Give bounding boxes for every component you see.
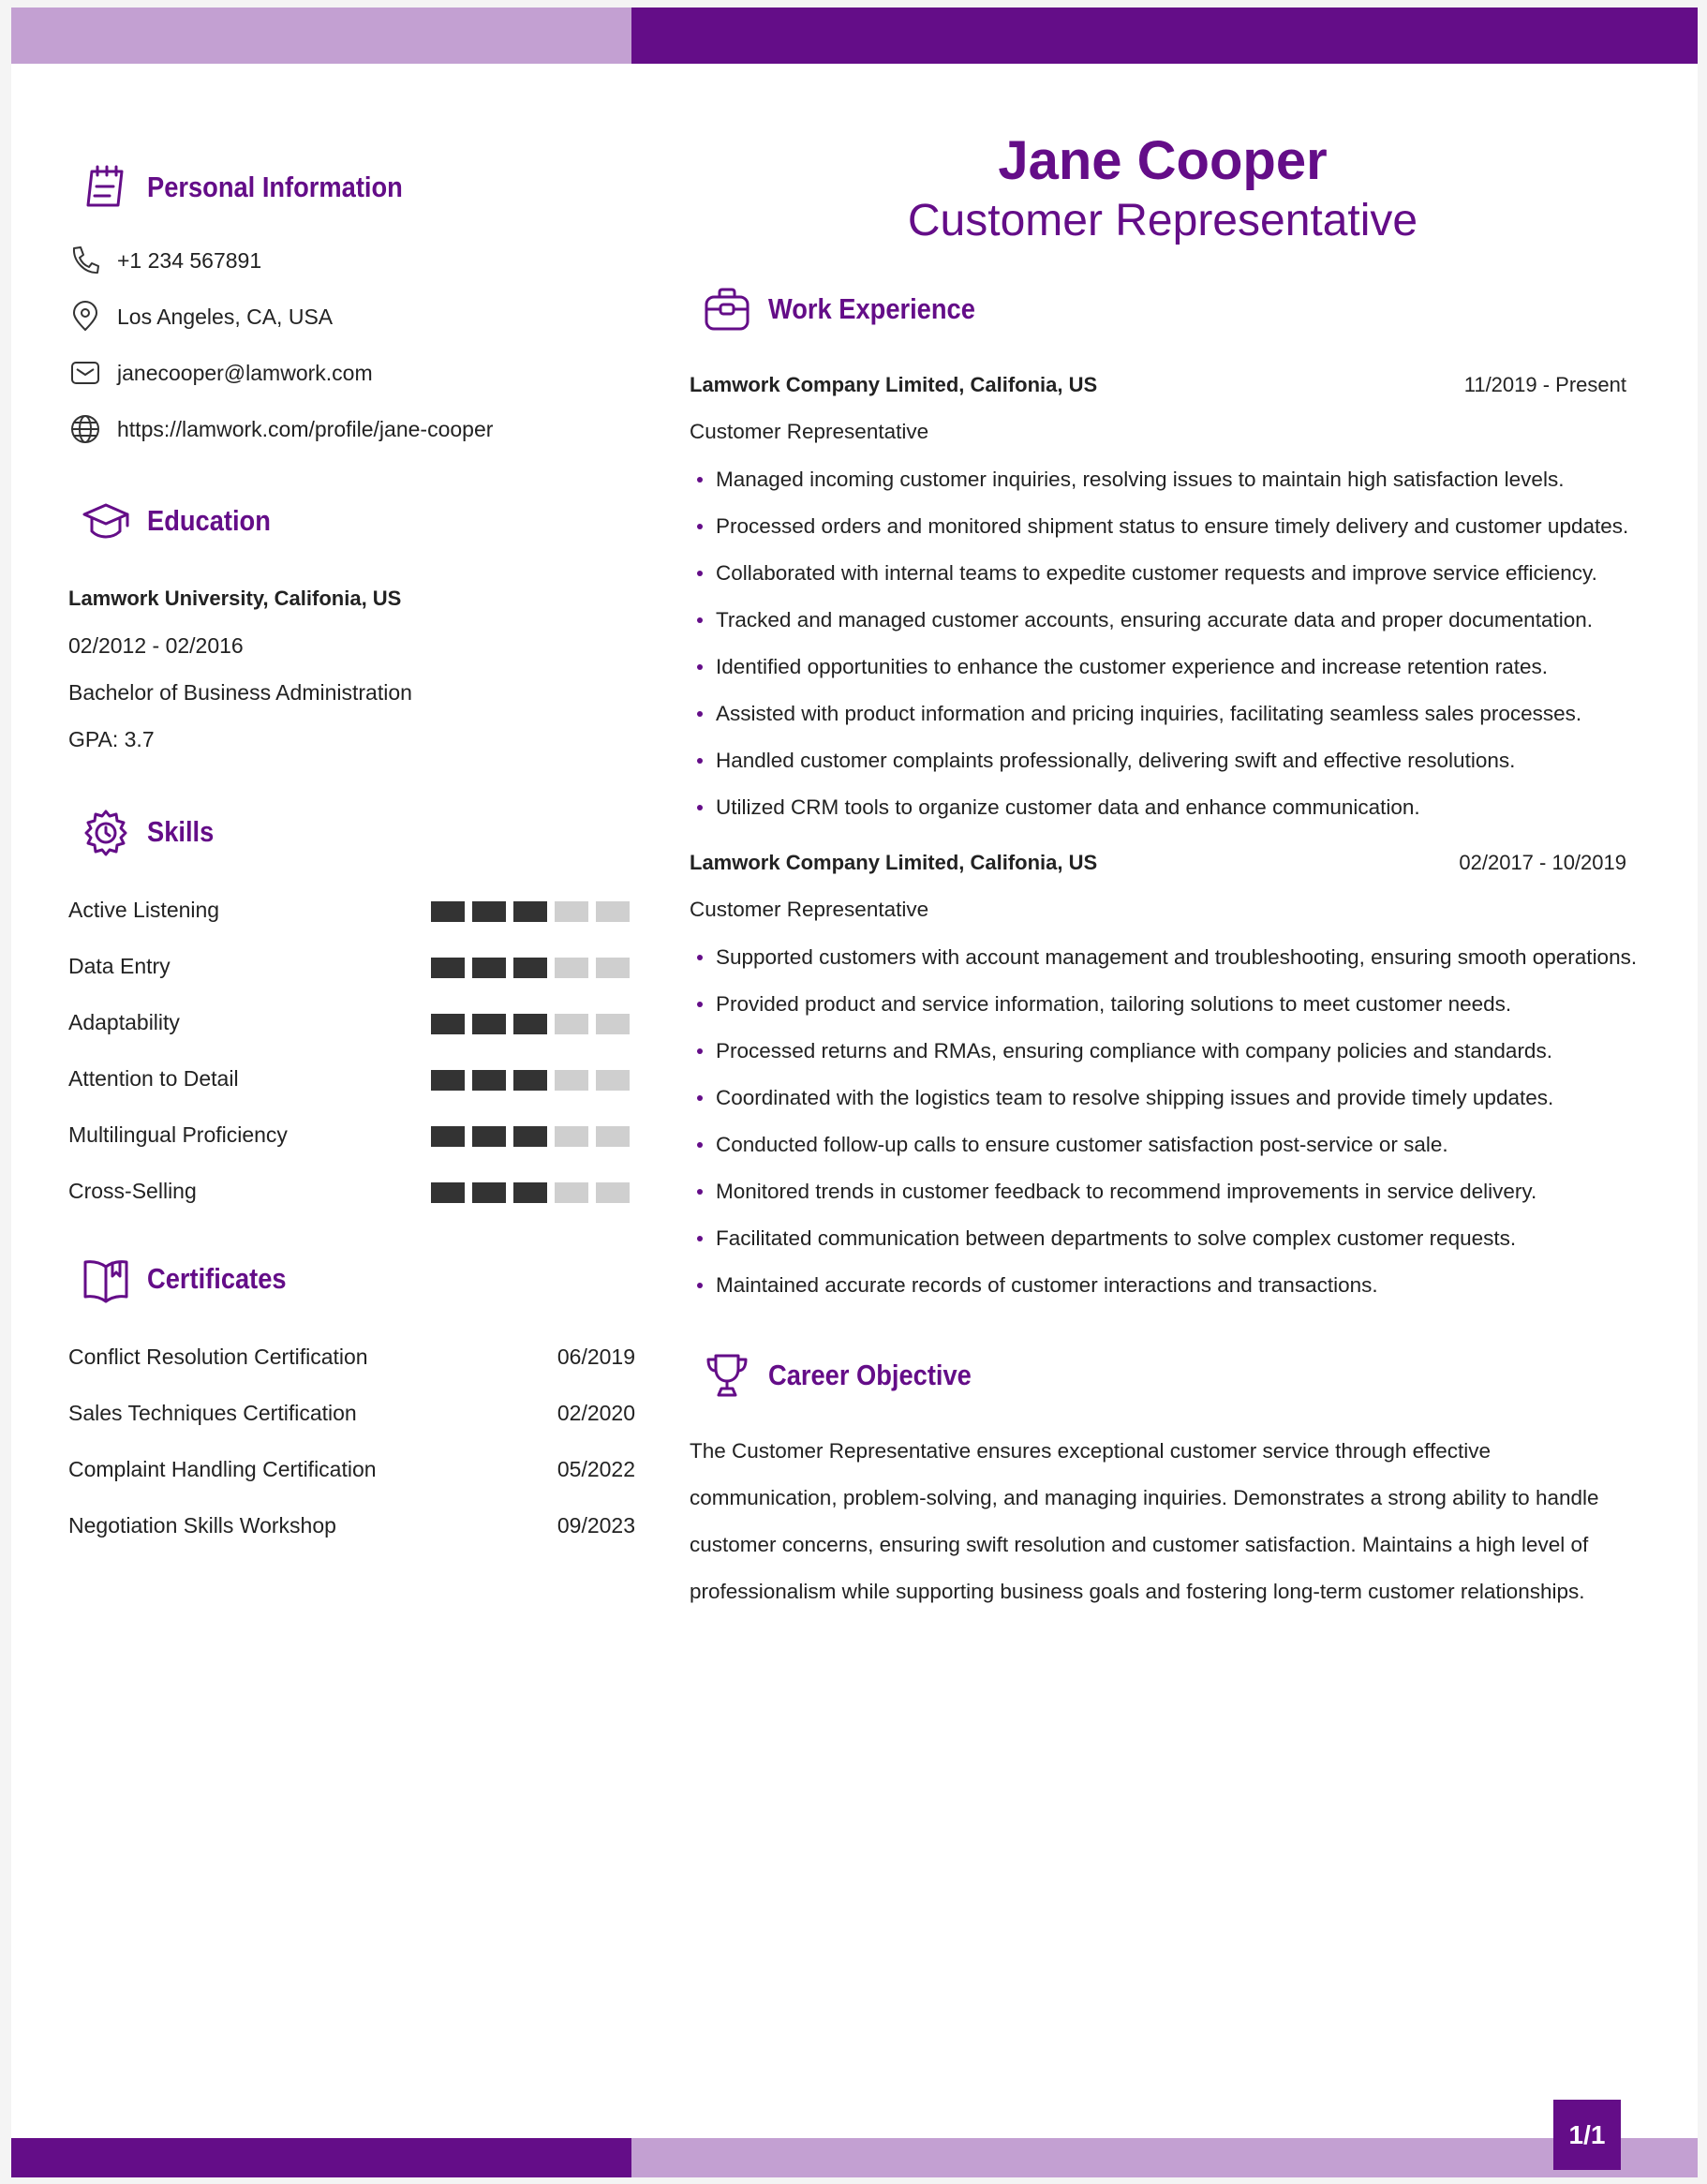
job-bullet: Collaborated with internal teams to expedite customer requests and improve service efficiency.: [690, 550, 1628, 597]
phone-text: +1 234 567891: [117, 247, 262, 273]
skill-row: [68, 1010, 635, 1038]
job-header: [690, 373, 1626, 401]
page-indicator: 1/1: [1553, 2100, 1621, 2170]
education-degree: Bachelor of Business Administration: [68, 680, 412, 705]
job-bullet: Managed incoming customer inquiries, resolving issues to maintain high satisfaction levels.: [690, 456, 1628, 503]
job-bullets: [690, 456, 1628, 831]
skill-level-segment: [431, 958, 465, 978]
open-book-icon: [78, 1251, 134, 1307]
job-bullet: Conducted follow-up calls to ensure customer satisfaction post-service or sale.: [690, 1122, 1637, 1168]
skill-level-segment: [513, 901, 547, 922]
job-bullet: Tracked and managed customer accounts, ensuring accurate data and proper documentation.: [690, 597, 1628, 644]
section-title: Education: [147, 504, 271, 537]
candidate-title: Customer Representative: [907, 196, 1418, 245]
skill-level-segment: [596, 901, 630, 922]
skill-name: Active Listening: [68, 898, 220, 922]
skill-level-meter: [431, 1126, 630, 1147]
job-bullet: Utilized CRM tools to organize customer data and enhance communication.: [690, 784, 1628, 831]
skill-level-segment: [431, 1182, 465, 1203]
gear-icon: [78, 804, 134, 860]
job-company: Lamwork Company Limited, Califonia, US: [690, 851, 1098, 874]
email-text: janecooper@lamwork.com: [117, 360, 373, 385]
education-school: Lamwork University, Califonia, US: [68, 587, 402, 610]
job-bullet: Processed returns and RMAs, ensuring compliance with company policies and standards.: [690, 1028, 1637, 1075]
skill-level-segment: [472, 1014, 506, 1034]
skill-level-segment: [431, 901, 465, 922]
skill-row: [68, 1066, 635, 1094]
globe-icon: [68, 412, 102, 446]
job-bullet: Facilitated communication between departments to solve complex customer requests.: [690, 1215, 1637, 1262]
skill-name: Multilingual Proficiency: [68, 1122, 288, 1147]
work-experience-heading: [699, 281, 1003, 337]
skill-level-segment: [472, 901, 506, 922]
education-heading: [78, 493, 288, 549]
job-dates: 11/2019 - Present: [1463, 373, 1626, 396]
skill-level-segment: [513, 1014, 547, 1034]
education-dates: 02/2012 - 02/2016: [68, 633, 244, 658]
certificate-name: Sales Techniques Certification: [68, 1401, 357, 1425]
skill-level-meter: [431, 958, 630, 978]
skill-row: [68, 898, 635, 926]
bottom-band-dark: [11, 2138, 631, 2177]
job-bullet: Provided product and service information, tailoring solutions to meet customer needs.: [690, 981, 1637, 1028]
certificate-row: [68, 1345, 635, 1373]
skill-level-segment: [472, 1182, 506, 1203]
contact-email: [68, 356, 373, 390]
top-band-dark: [631, 7, 1698, 64]
skill-name: Attention to Detail: [68, 1066, 239, 1091]
skill-level-segment: [596, 1126, 630, 1147]
certificate-date: 06/2019: [557, 1345, 635, 1369]
mail-icon: [68, 356, 102, 390]
skill-row: [68, 1122, 635, 1151]
skill-level-segment: [513, 1126, 547, 1147]
trophy-icon: [699, 1347, 755, 1404]
certificate-row: [68, 1457, 635, 1485]
candidate-name: Jane Cooper: [998, 130, 1328, 191]
skill-name: Data Entry: [68, 954, 171, 978]
location-text: Los Angeles, CA, USA: [117, 304, 334, 329]
skill-level-segment: [555, 1014, 588, 1034]
certificate-date: 02/2020: [557, 1401, 635, 1425]
job-bullet: Processed orders and monitored shipment status to ensure timely delivery and customer updates.: [690, 503, 1628, 550]
section-title: Career Objective: [768, 1359, 972, 1391]
job-bullet: Assisted with product information and pricing inquiries, facilitating seamless sales processes.: [690, 691, 1628, 737]
skill-level-segment: [596, 1070, 630, 1091]
skill-level-segment: [431, 1126, 465, 1147]
skill-level-segment: [555, 901, 588, 922]
skill-level-segment: [555, 1182, 588, 1203]
section-title: Skills: [147, 815, 215, 848]
skill-level-segment: [431, 1070, 465, 1091]
skill-level-meter: [431, 1182, 630, 1203]
certificate-row: [68, 1401, 635, 1429]
top-band-light: [11, 7, 631, 64]
skill-level-segment: [472, 958, 506, 978]
skill-level-meter: [431, 1070, 630, 1091]
skill-level-segment: [555, 1126, 588, 1147]
job-header: [690, 851, 1626, 879]
location-pin-icon: [68, 300, 102, 334]
skill-level-segment: [472, 1126, 506, 1147]
certificates-heading: [78, 1251, 305, 1307]
skill-level-segment: [513, 1182, 547, 1203]
job-company: Lamwork Company Limited, Califonia, US: [690, 373, 1098, 396]
resume-page: [11, 7, 1698, 2177]
skill-name: Cross-Selling: [68, 1179, 197, 1203]
skill-level-segment: [555, 958, 588, 978]
job-bullet: Handled customer complaints professionally, delivering swift and effective resolutions.: [690, 737, 1628, 784]
skill-level-segment: [555, 1070, 588, 1091]
certificate-date: 09/2023: [557, 1513, 635, 1538]
job-dates: 02/2017 - 10/2019: [1459, 851, 1626, 874]
certificate-date: 05/2022: [557, 1457, 635, 1481]
certificate-row: [68, 1513, 635, 1541]
certificate-name: Negotiation Skills Workshop: [68, 1513, 336, 1538]
skill-level-segment: [431, 1014, 465, 1034]
skill-level-meter: [431, 901, 630, 922]
graduation-cap-icon: [78, 493, 134, 549]
job-bullets: [690, 934, 1637, 1309]
job-bullet: Identified opportunities to enhance the customer experience and increase retention rates.: [690, 644, 1628, 691]
section-title: Personal Information: [147, 171, 403, 203]
skill-level-segment: [596, 1014, 630, 1034]
contact-phone: [68, 244, 261, 277]
career-objective-text: The Customer Representative ensures exceptional customer service through effective communication, problem-solving, and managing inquiries. Demonstrates a strong ability to handle customer concerns, ensuring swift resolution and customer satisfaction. Maintains a high level of professionalism while supporting business goals and fostering long-term customer relationships.: [690, 1439, 1599, 1603]
calendar-note-icon: [78, 159, 134, 215]
job-bullet: Supported customers with account management and troubleshooting, ensuring smooth operations.: [690, 934, 1637, 981]
skill-row: [68, 1179, 635, 1207]
job-bullet: Monitored trends in customer feedback to recommend improvements in service delivery.: [690, 1168, 1637, 1215]
phone-icon: [68, 244, 102, 277]
skill-level-segment: [472, 1070, 506, 1091]
website-text: https://lamwork.com/profile/jane-cooper: [117, 416, 494, 441]
bottom-band-light: [631, 2138, 1698, 2177]
skill-level-segment: [513, 958, 547, 978]
contact-website: [68, 412, 493, 446]
job-role: Customer Representative: [690, 420, 929, 443]
job-bullet: Maintained accurate records of customer interactions and transactions.: [690, 1262, 1637, 1309]
skill-level-segment: [513, 1070, 547, 1091]
career-objective-heading: [699, 1347, 999, 1404]
skill-row: [68, 954, 635, 982]
skill-level-segment: [596, 958, 630, 978]
section-title: Certificates: [147, 1262, 287, 1295]
contact-location: [68, 300, 333, 334]
education-gpa: GPA: 3.7: [68, 727, 155, 751]
skill-level-segment: [596, 1182, 630, 1203]
skills-heading: [78, 804, 223, 860]
certificate-name: Conflict Resolution Certification: [68, 1345, 368, 1369]
briefcase-icon: [699, 281, 755, 337]
skill-level-meter: [431, 1014, 630, 1034]
job-bullet: Coordinated with the logistics team to resolve shipping issues and provide timely updates.: [690, 1075, 1637, 1122]
job-role: Customer Representative: [690, 898, 929, 921]
certificate-name: Complaint Handling Certification: [68, 1457, 377, 1481]
section-title: Work Experience: [768, 292, 975, 325]
skill-name: Adaptability: [68, 1010, 180, 1034]
personal-info-heading: [78, 159, 438, 215]
